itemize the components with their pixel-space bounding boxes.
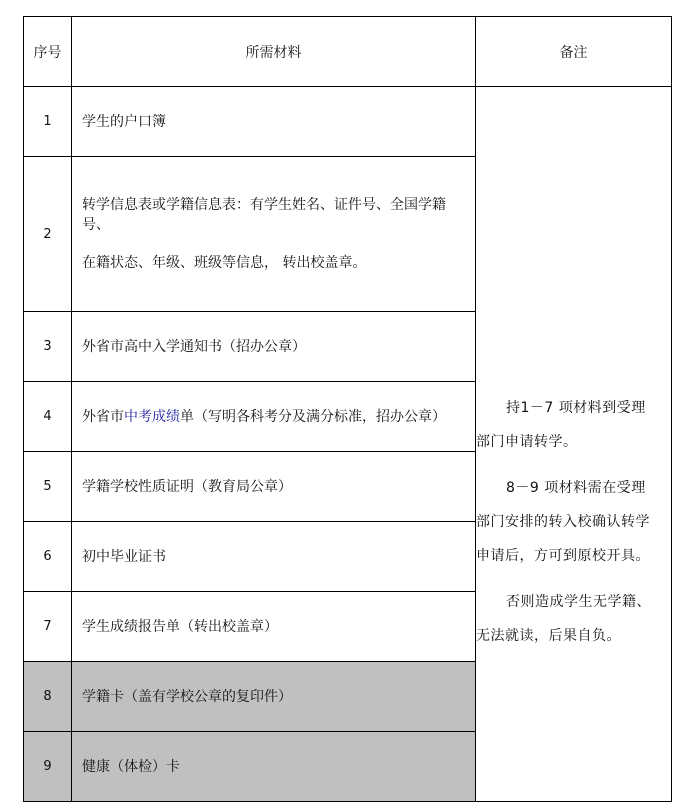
- row-material: 初中毕业证书: [72, 522, 476, 592]
- row-material-line3: 在籍状态、年级、班级等信息， 转出校盖章。: [82, 255, 367, 271]
- row-seq: 5: [24, 452, 72, 522]
- note-p3-line1: 否则造成学生无学籍、: [506, 594, 651, 610]
- note-p2-line1: 8－9 项材料需在受理: [506, 480, 646, 496]
- header-row: [24, 17, 672, 87]
- row-material: 外省市高中入学通知书（招办公章）: [72, 312, 476, 382]
- table-row: [24, 87, 672, 157]
- note-paragraph-2: [476, 471, 671, 573]
- row-seq: 4: [24, 382, 72, 452]
- row-seq: 7: [24, 592, 72, 662]
- header-note: 备注: [476, 17, 672, 87]
- row-seq: 6: [24, 522, 72, 592]
- row-material-line1: 转学信息表或学籍信息表：有学生姓名、证件号、全国学籍: [82, 197, 446, 213]
- note-p2-line2: 部门安排的转入校确认转学: [476, 514, 650, 530]
- row-seq: 8: [24, 662, 72, 732]
- row-seq: 3: [24, 312, 72, 382]
- row-material: 学籍卡（盖有学校公章的复印件）: [72, 662, 476, 732]
- note-p2-line3: 申请后，方可到原校开具。: [476, 548, 650, 564]
- row-material-suffix: 单（写明各科考分及满分标准，招办公章）: [180, 408, 446, 425]
- row-material: [72, 157, 476, 312]
- row-seq: 2: [24, 157, 72, 312]
- note-content: [476, 223, 671, 653]
- header-seq: 序号: [24, 17, 72, 87]
- row-material: 学生成绩报告单（转出校盖章）: [72, 592, 476, 662]
- exam-score-link[interactable]: 中考成绩: [124, 408, 180, 425]
- row-seq: 9: [24, 732, 72, 802]
- row-material-prefix: 外省市: [82, 408, 124, 425]
- row-seq: 1: [24, 87, 72, 157]
- note-paragraph-1: [476, 391, 671, 459]
- note-p1-line1: 持1－7 项材料到受理: [506, 400, 646, 416]
- row-material: 学籍学校性质证明（教育局公章）: [72, 452, 476, 522]
- note-p1-line2: 部门申请转学。: [476, 434, 578, 450]
- note-p3-line2: 无法就读，后果自负。: [476, 628, 621, 644]
- header-material: 所需材料: [72, 17, 476, 87]
- row-material-line2: 号、: [82, 217, 110, 233]
- row-material: 学生的户口簿: [72, 87, 476, 157]
- row-material: [72, 382, 476, 452]
- row-material: 健康（体检）卡: [72, 732, 476, 802]
- materials-table: [23, 16, 672, 802]
- note-cell: [476, 87, 672, 802]
- note-paragraph-3: [476, 585, 671, 653]
